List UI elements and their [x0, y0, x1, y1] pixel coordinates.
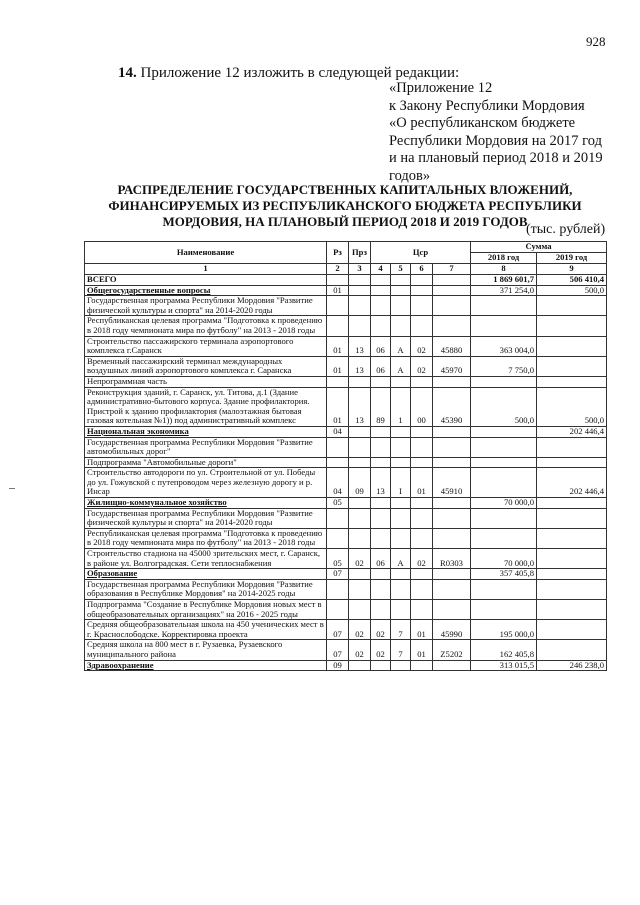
- row-csr-subprogram: А: [391, 356, 411, 376]
- table-row: [85, 376, 607, 387]
- table-row: [85, 285, 607, 296]
- appendix-line: к Закону Республики Мордовия: [389, 97, 585, 114]
- table-row: [85, 660, 607, 671]
- row-csr-subprogram: [391, 508, 411, 528]
- row-csr-measure: [411, 457, 433, 468]
- table-row: [85, 437, 607, 457]
- row-csr-program: [371, 437, 391, 457]
- row-rz: [327, 600, 349, 620]
- appendix-line: «О республиканском бюджете: [389, 115, 576, 131]
- row-csr-direction: 45910: [433, 468, 471, 498]
- row-sum-2019: [537, 316, 607, 336]
- row-csr-program: [371, 296, 391, 316]
- row-sum-2018: 70 000,0: [471, 549, 537, 569]
- row-name: Образование: [85, 569, 327, 580]
- row-csr-direction: [433, 579, 471, 599]
- row-sum-2018: 371 254,0: [471, 285, 537, 296]
- row-name: Жилищно-коммунальное хозяйство: [85, 498, 327, 509]
- title-line: ФИНАНСИРУЕМЫХ ИЗ РЕСПУБЛИКАНСКОГО БЮДЖЕТА РЕСПУБЛИКИ: [108, 198, 582, 213]
- row-rz: 05: [327, 498, 349, 509]
- row-csr-program: 89: [371, 387, 391, 426]
- row-rz: [327, 528, 349, 548]
- row-sum-2019: [537, 296, 607, 316]
- row-csr-measure: [411, 569, 433, 580]
- margin-mark: [9, 488, 15, 489]
- row-csr-program: [371, 316, 391, 336]
- row-csr-direction: [433, 426, 471, 437]
- header-csr: Цср: [371, 242, 471, 264]
- row-name: Государственная программа Республики Мордовия "Развитие образования в Республике Мордовия" на 2014-2025 годы: [85, 579, 327, 599]
- row-csr-measure: 01: [411, 468, 433, 498]
- row-csr-subprogram: [391, 426, 411, 437]
- row-sum-2019: [537, 437, 607, 457]
- row-csr-subprogram: А: [391, 336, 411, 356]
- row-csr-program: 06: [371, 549, 391, 569]
- row-sum-2018: [471, 600, 537, 620]
- table-row: [85, 296, 607, 316]
- row-sum-2018: [471, 426, 537, 437]
- row-rz: [327, 457, 349, 468]
- row-csr-program: [371, 569, 391, 580]
- capital-investment-table: [84, 241, 607, 671]
- row-sum-2019: 202 446,4: [537, 426, 607, 437]
- row-csr-measure: [411, 296, 433, 316]
- row-sum-2019: [537, 457, 607, 468]
- page-number: 928: [586, 34, 606, 49]
- row-csr-measure: 00: [411, 387, 433, 426]
- table-row: [85, 579, 607, 599]
- row-csr-subprogram: 7: [391, 640, 411, 660]
- table-row: [85, 528, 607, 548]
- row-csr-subprogram: [391, 528, 411, 548]
- row-csr-subprogram: [391, 296, 411, 316]
- row-prz: 13: [349, 356, 371, 376]
- row-rz: 09: [327, 660, 349, 671]
- row-csr-direction: Z5202: [433, 640, 471, 660]
- row-prz: [349, 600, 371, 620]
- row-csr-subprogram: [391, 569, 411, 580]
- row-name: Непрограммная часть: [85, 376, 327, 387]
- appendix-reference: [389, 80, 603, 185]
- row-csr-direction: 45990: [433, 620, 471, 640]
- row-rz: 01: [327, 285, 349, 296]
- col-number: 8: [471, 264, 537, 275]
- row-csr-subprogram: I: [391, 468, 411, 498]
- row-rz: [327, 296, 349, 316]
- row-sum-2018: [471, 468, 537, 498]
- table-row: [85, 275, 607, 286]
- row-name: Подпрограмма "Создание в Республике Мордовия новых мест в общеобразовательных организациях" на 2016 - 2025 годы: [85, 600, 327, 620]
- row-prz: [349, 498, 371, 509]
- table-row: [85, 498, 607, 509]
- row-csr-subprogram: 1: [391, 387, 411, 426]
- row-prz: [349, 528, 371, 548]
- row-csr-direction: R0303: [433, 549, 471, 569]
- row-csr-program: 02: [371, 620, 391, 640]
- row-csr-program: [371, 426, 391, 437]
- row-name: ВСЕГО: [85, 275, 327, 286]
- row-name: Государственная программа Республики Мордовия "Развитие автомобильных дорог": [85, 437, 327, 457]
- row-sum-2018: [471, 579, 537, 599]
- row-sum-2018: [471, 528, 537, 548]
- row-csr-program: [371, 376, 391, 387]
- col-number: 4: [371, 264, 391, 275]
- row-prz: [349, 457, 371, 468]
- row-rz: [327, 508, 349, 528]
- row-csr-direction: [433, 528, 471, 548]
- row-sum-2018: [471, 296, 537, 316]
- table-row: [85, 356, 607, 376]
- row-csr-measure: 02: [411, 336, 433, 356]
- row-prz: [349, 426, 371, 437]
- row-csr-program: [371, 600, 391, 620]
- row-name: Строительство автодороги по ул. Строительной от ул. Победы до ул. Гожувской с путепроводом через железную дорогу и р. Инсар: [85, 468, 327, 498]
- row-sum-2019: [537, 376, 607, 387]
- row-rz: [327, 376, 349, 387]
- row-csr-program: 13: [371, 468, 391, 498]
- row-csr-direction: [433, 285, 471, 296]
- table-row: [85, 457, 607, 468]
- row-csr-measure: [411, 437, 433, 457]
- row-sum-2018: 357 405,8: [471, 569, 537, 580]
- row-rz: [327, 579, 349, 599]
- row-name: Реконструкция зданий, г. Саранск, ул. Титова, д.1 (Здание административно-бытового корпуса. Здание профилактория. Пристрой к зданию профилактория (малоэтажная бытовая газовая котельная №1)) под административный комплекс: [85, 387, 327, 426]
- row-sum-2018: [471, 457, 537, 468]
- table-row: [85, 426, 607, 437]
- row-csr-direction: [433, 508, 471, 528]
- row-sum-2019: [537, 508, 607, 528]
- appendix-line: годов»: [389, 167, 431, 184]
- row-sum-2018: [471, 508, 537, 528]
- row-csr-direction: [433, 569, 471, 580]
- row-csr-direction: [433, 316, 471, 336]
- row-sum-2019: 506 410,4: [537, 275, 607, 286]
- table-row: [85, 600, 607, 620]
- table-row: [85, 620, 607, 640]
- col-number: 2: [327, 264, 349, 275]
- col-number: 3: [349, 264, 371, 275]
- row-sum-2019: [537, 356, 607, 376]
- row-sum-2018: [471, 437, 537, 457]
- row-csr-program: [371, 579, 391, 599]
- row-rz: 04: [327, 426, 349, 437]
- row-prz: 13: [349, 336, 371, 356]
- row-csr-subprogram: [391, 437, 411, 457]
- row-name: Государственная программа Республики Мордовия "Развитие физической культуры и спорта" на 2014-2020 годы: [85, 508, 327, 528]
- row-csr-measure: 01: [411, 620, 433, 640]
- units-label: (тыс. рублей): [526, 222, 606, 237]
- row-prz: 09: [349, 468, 371, 498]
- row-csr-program: 06: [371, 356, 391, 376]
- appendix-line: «Приложение 12: [389, 80, 493, 96]
- row-rz: 05: [327, 549, 349, 569]
- row-prz: [349, 437, 371, 457]
- header-rz: Рз: [327, 242, 349, 264]
- row-sum-2019: [537, 569, 607, 580]
- row-csr-program: [371, 498, 391, 509]
- row-prz: [349, 660, 371, 671]
- item-number: 14.: [118, 65, 137, 81]
- row-prz: 02: [349, 640, 371, 660]
- row-rz: [327, 437, 349, 457]
- row-prz: 02: [349, 620, 371, 640]
- row-csr-measure: 02: [411, 356, 433, 376]
- col-number: 9: [537, 264, 607, 275]
- header-prz: Прз: [349, 242, 371, 264]
- row-prz: [349, 285, 371, 296]
- row-prz: [349, 579, 371, 599]
- row-rz: 01: [327, 356, 349, 376]
- row-csr-measure: [411, 426, 433, 437]
- row-sum-2019: 500,0: [537, 387, 607, 426]
- row-csr-direction: [433, 376, 471, 387]
- row-rz: 01: [327, 387, 349, 426]
- row-csr-measure: [411, 660, 433, 671]
- header-sum: Сумма: [471, 242, 607, 253]
- row-csr-subprogram: [391, 660, 411, 671]
- row-csr-subprogram: [391, 457, 411, 468]
- intro-text: Приложение 12 изложить в следующей редакции:: [136, 65, 460, 81]
- row-csr-direction: [433, 498, 471, 509]
- row-name: Национальная экономика: [85, 426, 327, 437]
- row-csr-program: [371, 457, 391, 468]
- row-csr-subprogram: [391, 316, 411, 336]
- row-name: Государственная программа Республики Мордовия "Развитие физической культуры и спорта" на 2014-2020 годы: [85, 296, 327, 316]
- row-csr-measure: 01: [411, 640, 433, 660]
- row-sum-2018: [471, 376, 537, 387]
- table-row: [85, 549, 607, 569]
- row-prz: 02: [349, 549, 371, 569]
- row-sum-2018: [471, 316, 537, 336]
- row-name: Республиканская целевая программа "Подготовка к проведению в 2018 году чемпионата мира по футболу" на 2013 - 2018 годы: [85, 528, 327, 548]
- row-sum-2018: 363 004,0: [471, 336, 537, 356]
- row-csr-measure: [411, 579, 433, 599]
- appendix-line: Республики Мордовия на 2017 год: [389, 132, 602, 149]
- row-rz: 04: [327, 468, 349, 498]
- row-sum-2018: 7 750,0: [471, 356, 537, 376]
- table-row: [85, 387, 607, 426]
- row-csr-program: [371, 508, 391, 528]
- table-row: [85, 336, 607, 356]
- row-sum-2018: 162 405,8: [471, 640, 537, 660]
- header-2019: 2019 год: [537, 253, 607, 264]
- row-name: Общегосударственные вопросы: [85, 285, 327, 296]
- row-csr-subprogram: [391, 285, 411, 296]
- row-csr-subprogram: [391, 376, 411, 387]
- row-csr-measure: [411, 498, 433, 509]
- row-rz: [327, 316, 349, 336]
- row-csr-subprogram: [391, 600, 411, 620]
- row-prz: [349, 275, 371, 286]
- row-sum-2019: 202 446,4: [537, 468, 607, 498]
- row-csr-direction: 45970: [433, 356, 471, 376]
- row-sum-2018: 195 000,0: [471, 620, 537, 640]
- row-csr-direction: [433, 457, 471, 468]
- row-prz: [349, 296, 371, 316]
- row-csr-program: [371, 528, 391, 548]
- row-csr-measure: 02: [411, 549, 433, 569]
- row-csr-measure: [411, 600, 433, 620]
- header-name: Наименование: [85, 242, 327, 264]
- row-csr-direction: [433, 275, 471, 286]
- col-number: 5: [391, 264, 411, 275]
- row-csr-measure: [411, 528, 433, 548]
- row-csr-subprogram: [391, 498, 411, 509]
- col-number: 1: [85, 264, 327, 275]
- row-csr-measure: [411, 376, 433, 387]
- row-csr-program: [371, 285, 391, 296]
- row-name: Строительство пассажирского терминала аэропортового комплекса г.Саранск: [85, 336, 327, 356]
- row-sum-2018: 70 000,0: [471, 498, 537, 509]
- header-2018: 2018 год: [471, 253, 537, 264]
- row-sum-2018: 500,0: [471, 387, 537, 426]
- row-csr-program: 02: [371, 640, 391, 660]
- row-prz: [349, 316, 371, 336]
- row-csr-direction: 45880: [433, 336, 471, 356]
- row-name: Средняя школа на 800 мест в г. Рузаевка, Рузаевского муниципального района: [85, 640, 327, 660]
- row-name: Здравоохранение: [85, 660, 327, 671]
- row-name: Средняя общеобразовательная школа на 450 ученических мест в г. Краснослободске. Корректировка проекта: [85, 620, 327, 640]
- row-csr-measure: [411, 508, 433, 528]
- row-csr-program: [371, 660, 391, 671]
- title-line: РАСПРЕДЕЛЕНИЕ ГОСУДАРСТВЕННЫХ КАПИТАЛЬНЫХ ВЛОЖЕНИЙ,: [117, 182, 573, 197]
- row-rz: 07: [327, 620, 349, 640]
- row-csr-measure: [411, 285, 433, 296]
- table-row: [85, 508, 607, 528]
- row-sum-2019: [537, 498, 607, 509]
- row-rz: 07: [327, 569, 349, 580]
- row-name: Строительство стадиона на 45000 зрительских мест, г. Саранск, в районе ул. Волгоградская. Сети теплоснабжения: [85, 549, 327, 569]
- row-csr-direction: 45390: [433, 387, 471, 426]
- row-rz: 01: [327, 336, 349, 356]
- row-csr-direction: [433, 296, 471, 316]
- row-sum-2019: [537, 579, 607, 599]
- row-rz: [327, 275, 349, 286]
- title-line: МОРДОВИЯ, НА ПЛАНОВЫЙ ПЕРИОД 2018 И 2019 ГОДОВ: [162, 214, 528, 229]
- row-prz: 13: [349, 387, 371, 426]
- row-sum-2019: 246 238,0: [537, 660, 607, 671]
- row-name: Подпрограмма "Автомобильные дороги": [85, 457, 327, 468]
- row-sum-2018: 313 015,5: [471, 660, 537, 671]
- row-csr-measure: [411, 275, 433, 286]
- row-name: Республиканская целевая программа "Подготовка к проведению в 2018 году чемпионата мира по футболу" на 2013 - 2018 годы: [85, 316, 327, 336]
- row-csr-subprogram: [391, 579, 411, 599]
- row-csr-direction: [433, 437, 471, 457]
- appendix-line: и на плановый период 2018 и 2019: [389, 150, 603, 166]
- row-csr-direction: [433, 600, 471, 620]
- row-csr-measure: [411, 316, 433, 336]
- row-csr-program: [371, 275, 391, 286]
- row-csr-program: 06: [371, 336, 391, 356]
- table-row: [85, 569, 607, 580]
- row-name: Временный пассажирский терминал международных воздушных линий аэропортового комплекса г. Саранска: [85, 356, 327, 376]
- row-csr-subprogram: 7: [391, 620, 411, 640]
- row-prz: [349, 569, 371, 580]
- row-prz: [349, 508, 371, 528]
- table-row: [85, 468, 607, 498]
- row-sum-2018: 1 869 601,7: [471, 275, 537, 286]
- row-csr-direction: [433, 660, 471, 671]
- row-csr-subprogram: А: [391, 549, 411, 569]
- row-rz: 07: [327, 640, 349, 660]
- col-number: 7: [433, 264, 471, 275]
- row-sum-2019: [537, 528, 607, 548]
- row-prz: [349, 376, 371, 387]
- row-sum-2019: [537, 549, 607, 569]
- row-sum-2019: [537, 600, 607, 620]
- table-row: [85, 316, 607, 336]
- row-sum-2019: [537, 620, 607, 640]
- row-sum-2019: [537, 336, 607, 356]
- table-row: [85, 640, 607, 660]
- row-sum-2019: [537, 640, 607, 660]
- row-sum-2019: 500,0: [537, 285, 607, 296]
- col-number: 6: [411, 264, 433, 275]
- row-csr-subprogram: [391, 275, 411, 286]
